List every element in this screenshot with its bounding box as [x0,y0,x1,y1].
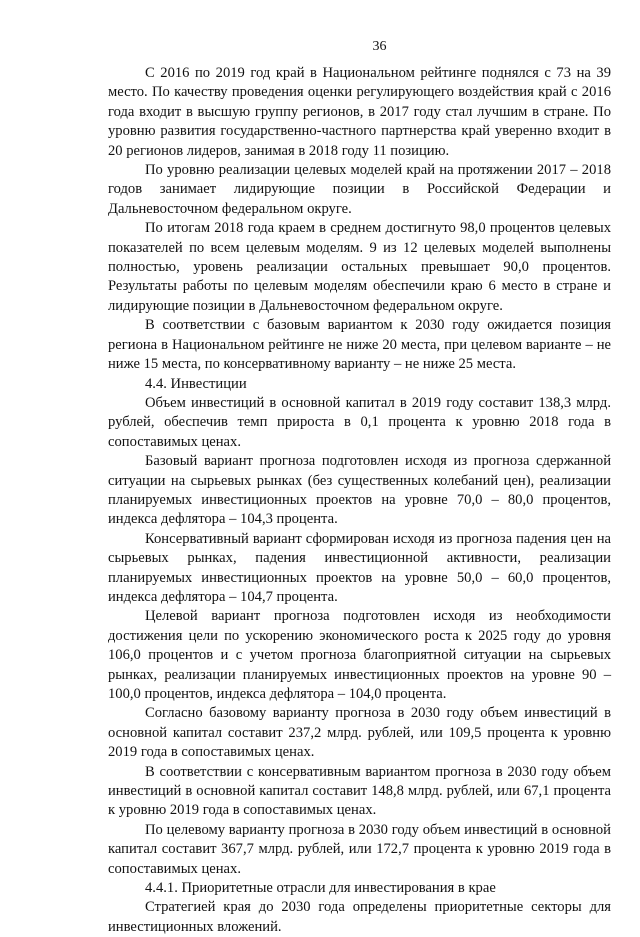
paragraph-rating-forecast: В соответствии с базовым вариантом к 2030 году ожидается позиция региона в Национальном рейтинге не ниже 20 места, при целевом варианте – не ниже 15 места, по консервативному варианту – не ниже 25 места. [108,317,611,373]
paragraph-target-forecast-2030: По целевому варианту прогноза в 2030 году объем инвестиций в основной капитал составит 367,7 млрд. рублей, или 172,7 процента к уровню 2019 года в сопоставимых ценах. [108,821,611,877]
paragraph-target-models-position: По уровню реализации целевых моделей край на протяжении 2017 – 2018 годов занимает лидирующие позиции в Российской Федерации и Дальневосточном федеральном округе. [108,162,611,217]
paragraph-conservative-forecast-2030: В соответствии с консервативным вариантом прогноза в 2030 году объем инвестиций в основной капитал составит 148,8 млрд. рублей, или 67,1 процента к уровню 2019 года в сопоставимых ценах. [108,763,611,819]
paragraph-priority-sectors: Стратегией края до 2030 года определены приоритетные секторы для инвестиционных вложений. [108,899,611,935]
section-heading-priority-sectors: 4.4.1. Приоритетные отрасли для инвестирования в крае [145,880,496,897]
paragraph-conservative-scenario: Консервативный вариант сформирован исходя из прогноза падения цен на сырьевых рынках, падения инвестиционной активности, реализации планируемых инвестиционных проектов на уровне 50,0 – 60,0 процентов, индекса дефлятора – 104,7 процента. [108,530,611,605]
paragraph-investment-volume-2019: Объем инвестиций в основной капитал в 2019 году составит 138,3 млрд. рублей, обеспечив темп прироста в 0,1 процента к уровню 2018 года в сопоставимых ценах. [108,394,611,450]
paragraph-base-forecast-2030: Согласно базовому варианту прогноза в 2030 году объем инвестиций в основной капитал составит 237,2 млрд. рублей, или 109,5 процента к уровню 2019 года в сопоставимых ценах. [108,705,611,761]
page-number: 36 [372,39,387,54]
section-heading-investments: 4.4. Инвестиции [145,375,247,392]
paragraph-target-scenario: Целевой вариант прогноза подготовлен исходя из необходимости достижения цели по ускорению экономического роста к 2025 году до уровня 106,0 процентов и с учетом прогноза благоприятной ситуации на сырьевых рынках, реализации планируемых инвестиционных проектов на уровне 90 – 100,0 процентов, индекса дефлятора – 104,0 процента. [108,608,611,702]
paragraph-national-rating: С 2016 по 2019 год край в Национальном рейтинге поднялся с 73 на 39 место. По качеству проведения оценки регулирующего воздействия край с 2016 года входит в высшую группу регионов, в 2017 году стал лучшим в стране. По уровню развития государственно-частного партнерства край уверенно входит в 20 регионов лидеров, занимая в 2018 году 11 позицию. [108,65,611,159]
paragraph-base-scenario: Базовый вариант прогноза подготовлен исходя из прогноза сдержанной ситуации на сырьевых рынках (без существенных колебаний цен), реализации планируемых инвестиционных проектов на уровне 70,0 – 80,0 процентов, индекса дефлятора – 104,3 процента. [108,453,611,528]
paragraph-target-models-results: По итогам 2018 года краем в среднем достигнуто 98,0 процентов целевых показателей по всем целевым моделям. 9 из 12 целевых моделей выполнены полностью, уровень реализации остальных превышает 90,0 процентов. Результаты работы по целевым моделям обеспечили краю 6 место в стране и лидирующие позиции в Дальневосточном федеральном округе. [108,220,611,314]
